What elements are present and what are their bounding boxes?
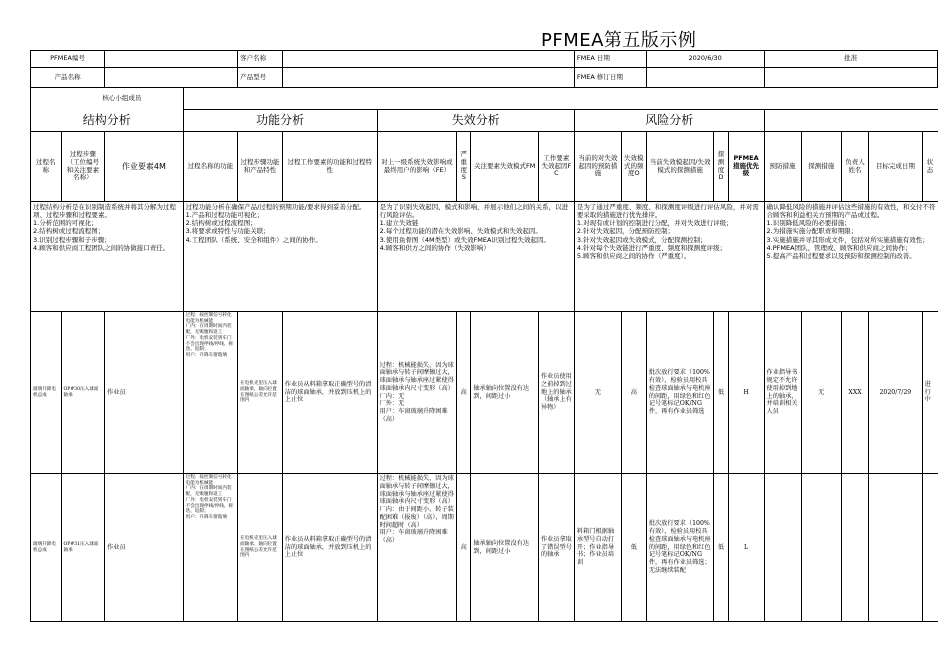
row2-pc: 料箱门根据轴承型号自动打开；作业指导书；作业员培训 xyxy=(574,474,621,622)
row1-owner: XXX xyxy=(841,312,868,474)
col-severity: 严重度S xyxy=(457,132,471,202)
row2-process-name: 玻璃升降电机总成 xyxy=(31,474,62,622)
row1-severity: 高 xyxy=(457,312,471,474)
col-det-action: 探测措施 xyxy=(801,132,841,202)
col-step-function: 过程步骤功能和产品特性 xyxy=(238,132,283,202)
product-model-value[interactable] xyxy=(282,68,574,88)
row1-pc: 无 xyxy=(574,312,621,474)
row2-severity: 高 xyxy=(457,474,471,622)
row2-status xyxy=(922,474,937,622)
note-optimization: 确认降低风险的措施并评估这些措施的有效性，和交付不符合顾客和利益相关方预期的产品或过程。 1.识别降低风险的必要措施； 2.为措施实施分配职责和期限； 3.实施措施并寻其形成文件，包括对所实施措施有效性； 4.PFMEA团队、管理或、顾客和供应商之间协作； 5.提高产品和过程要求以及预防和探测控制的改善。 xyxy=(764,202,937,312)
section-structure: 结构分析 xyxy=(31,110,184,132)
pfmea-no-value[interactable] xyxy=(105,51,238,68)
col-status: 状态 xyxy=(922,132,937,202)
row2-ap: L xyxy=(728,474,764,622)
row2-prev-action xyxy=(764,474,801,622)
core-team-spacer xyxy=(31,88,62,110)
col-target-date: 目标完成日期 xyxy=(869,132,922,202)
product-name-value[interactable] xyxy=(105,68,238,88)
col-owner: 负责人姓名 xyxy=(841,132,868,202)
customer-label: 客户名称 xyxy=(238,51,283,68)
row1-fe: 过程：机械能损失，因为球面轴承与转子间摩擦过大，球面轴承与轴承座过紧使得球面轴承内尺寸变形（高） 厂内：无 厂外：无 用户：车窗玻璃升降困难（高） xyxy=(377,312,457,474)
row2-element-function: 作业员从料箱拿取正确型号的清洁的球面轴承，并放到压机上的上止位 xyxy=(282,474,377,622)
row1-occurrence: 高 xyxy=(621,312,646,474)
row2-process-step: OP#31压入球面轴承 xyxy=(61,474,105,622)
core-team-label: 核心小组成员 xyxy=(102,93,142,102)
note-function: 过程功能分析在确保产品/过程的预期功能/要求得到妥善分配。 1.产品和过程功能可视化； 2.结构树或过程流程图； 3.将要求或特性与功能关联； 4.工程团队（系统、安全和组件）之间的协作。 xyxy=(183,202,377,312)
pfmea-no-label: PFMEA编号 xyxy=(31,51,105,68)
document-title: PFMEA第五版示例 xyxy=(541,30,697,51)
row2-process-item-function: 过程：按控制信号转化电能为机械能 厂内：在周期时间内装配，无贩腹和返工 厂外：电机安装到车门不会出现停线/停线、拆迭、返制； 用户：升降车窗玻璃 xyxy=(183,474,238,622)
row1-det-action: 无 xyxy=(801,312,841,474)
section-risk: 风险分析 xyxy=(574,110,764,132)
fmea-rev-date-label: FMEA 修订日期 xyxy=(574,68,646,88)
col-fe: 对上一级系统失效影响或最终用户的影响（FE） xyxy=(377,132,457,202)
fmea-date-value[interactable]: 2020/6/30 xyxy=(646,51,764,68)
row1-fc: 作业员使用之前掉到过地上的轴承（轴承上有异物） xyxy=(538,312,574,474)
approve-value[interactable] xyxy=(764,68,937,88)
col-detection: 探测度D xyxy=(714,132,728,202)
product-model-label: 产品型号 xyxy=(238,68,283,88)
row1-process-name: 玻璃升降电机总成 xyxy=(31,312,62,474)
row1-process-item-function: 过程：按控制信号转化电能为机械能 厂内：在周期时间内装配，无贩腹和返工 厂外：电机安装到车门不会出现停线/停线、拆迭、返制； 用户：升降车窗玻璃 xyxy=(183,312,238,474)
row1-dc: 批次放行要求（100%有效），检验员用校具检查球面轴承与电机座的间距，用绿色和红色记号笔标记OK/NG件，再有作业员筛选 xyxy=(646,312,714,474)
fmea-rev-date-value[interactable] xyxy=(646,68,764,88)
row2-fc: 作业员拿取了错误型号的轴承 xyxy=(538,474,574,622)
row2-owner xyxy=(841,474,868,622)
row2-det-action xyxy=(801,474,841,622)
section-failure: 失效分析 xyxy=(377,110,574,132)
row1-detection: 低 xyxy=(714,312,728,474)
row1-status: 进行中 xyxy=(922,312,937,474)
note-structure: 过程结构分析是在识别制造系统并将其分解为过程项、过程步骤和过程要素。 1.分析范围的可视化； 2.结构树或过程流程图； 3.识别过程步骤和子步骤； 4.顾客和供应商工程团队之间的协做接口责任。 xyxy=(31,202,184,312)
customer-value[interactable] xyxy=(282,51,574,68)
col-element-function: 过程工作要素的功能和过程特性 xyxy=(282,132,377,202)
col-occurrence: 失效模式的频度O xyxy=(621,132,646,202)
row1-element-function: 作业员从料箱拿取正确型号的清洁的球面轴承，并放到压机上的上止位 xyxy=(282,312,377,474)
col-process-step: 过程步骤（工位编号和关注要素名称） xyxy=(61,132,105,202)
table-row xyxy=(31,474,938,622)
row2-dc: 批次放行要求（100%有效），检验员用校具检查球面轴承与电机座的间距，用绿色和红色记号笔标记OK/NG件，再有作业员筛选；无法继续装配 xyxy=(646,474,714,622)
col-fc: 工作要素失效起因FC xyxy=(538,132,574,202)
col-process-name: 过程名称 xyxy=(31,132,62,202)
row2-detection: 低 xyxy=(714,474,728,622)
row1-process-step: OP#30压入球面轴承 xyxy=(61,312,105,474)
row2-fm: 轴承轴向位置没有达到，间距过小 xyxy=(471,474,539,622)
col-prev-action: 预防措施 xyxy=(764,132,801,202)
col-pc: 当前的对失效起因的预防措施 xyxy=(574,132,621,202)
approve-label: 批准 xyxy=(764,51,937,68)
pfmea-table xyxy=(30,50,938,622)
col-fm: 关注要素失效模式FM xyxy=(471,132,539,202)
product-name-label: 产品名称 xyxy=(31,68,105,88)
row2-target-date xyxy=(869,474,922,622)
col-ap: PFMEA措施优先级 xyxy=(728,132,764,202)
note-risk: 是为了通过严重度、频度、和探测度评级进行评估风险，并对需要采取的措施进行优先排序。 1.对现有或计划的控制进行分配，并对失效进行评级； 2.针对失效起因，分配预防控制； 3.针对失效起因或失效模式，分配探测控制； 4.针对每个失效链进行严重度、频度和探测度评级； 5.顾客和供应商之间的协作（严重度）。 xyxy=(574,202,764,312)
row1-step-function: 在电机壳里压入球面轴承，轴向位置在图纸公差允许范围内 xyxy=(238,312,283,474)
row1-target-date: 2020/7/29 xyxy=(869,312,922,474)
section-function: 功能分析 xyxy=(183,110,377,132)
row2-occurrence: 低 xyxy=(621,474,646,622)
col-work-element: 作业要素4M xyxy=(105,132,183,202)
core-team-value[interactable] xyxy=(183,88,937,110)
row1-ap: H xyxy=(728,312,764,474)
section-optimization xyxy=(764,110,937,132)
fmea-date-label: FMEA 日期 xyxy=(574,51,646,68)
row1-fm: 轴承轴向位置没有达到，间距过小 xyxy=(471,312,539,474)
table-row xyxy=(31,312,938,474)
row1-prev-action: 作业指导书规定不允许使用掉到地上的轴承，并培训相关人员 xyxy=(764,312,801,474)
row1-work-element: 作业员 xyxy=(105,312,183,474)
row2-step-function: 在电机壳里压入球面轴承，轴向位置在图纸公差允许范围内 xyxy=(238,474,283,622)
col-dc: 当前失效模起因/失效模式的探测措施 xyxy=(646,132,714,202)
row2-work-element: 作业员 xyxy=(105,474,183,622)
row2-fe: 过程：机械能损失，因为球面轴承与转子间摩擦过大，球面轴承与轴承座过紧使得球面轴承内尺寸变形（高） 厂内：由于间距小，转子装配困难（报废）（高），周期时间超时（高） 用户：车窗玻璃升降困难（高） xyxy=(377,474,457,622)
col-process-item-function: 过程名称的功能 xyxy=(183,132,238,202)
note-failure: 是为了识别失效起因、模式和影响，并展示他们之间的关系，以进行风险评估。 1.建立失效链 2.每个过程功能的潜在失效影响、失效模式和失效起因。 3.使用鱼骨图（4M类型）或失效FMEA识别过程失效起因。 4.顾客和供方之间的协作（失效影响） xyxy=(377,202,574,312)
